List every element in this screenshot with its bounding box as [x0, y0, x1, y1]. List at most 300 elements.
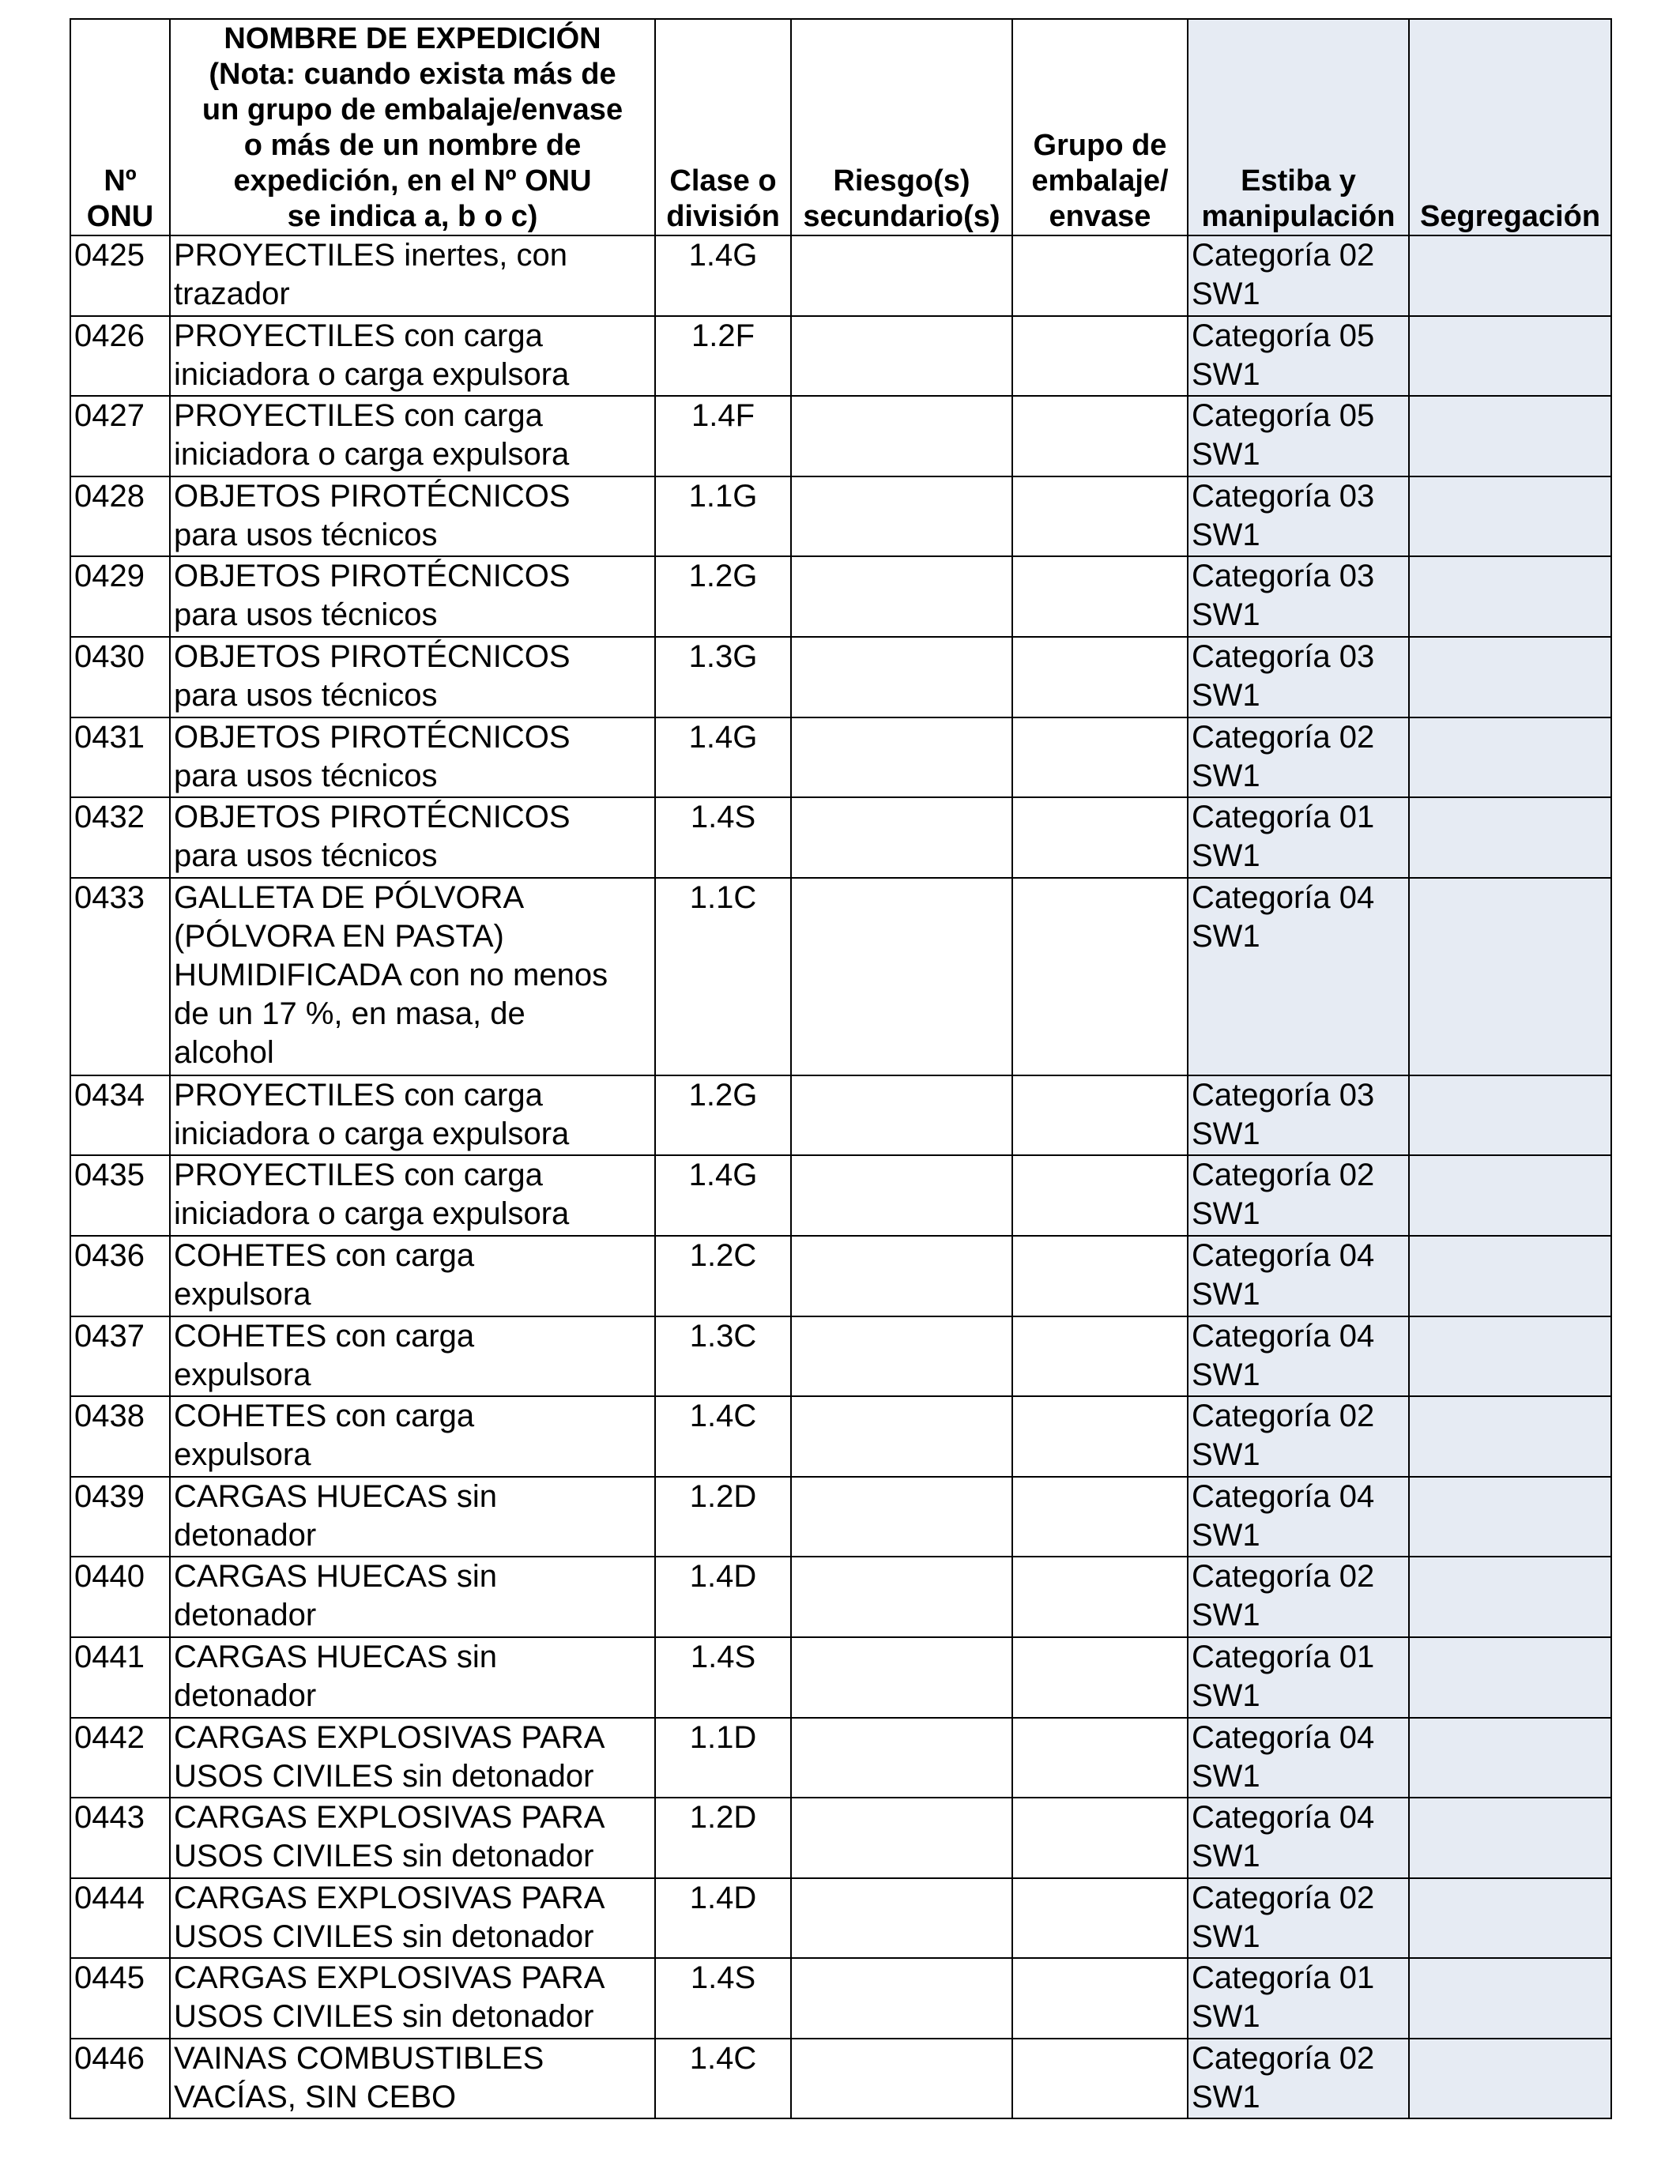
un-number-cell-text: 0438 — [74, 1399, 145, 1434]
un-number-cell — [70, 878, 170, 1075]
header-row — [70, 19, 1611, 235]
segregation-cell — [1409, 797, 1611, 878]
table-row — [70, 637, 1611, 717]
class-division-cell — [655, 1718, 791, 1798]
segregation-cell — [1409, 316, 1611, 397]
class-division-cell-text: 1.4C — [689, 1399, 757, 1434]
stowage-handling-cell-text: Categoría 03 — [1192, 638, 1375, 674]
shipping-name-cell-text: CARGAS HUECAS sin — [174, 1478, 497, 1514]
shipping-name-cell-text: CARGAS EXPLOSIVAS PARA — [174, 1880, 605, 1915]
un-number-cell-text: 0429 — [74, 559, 145, 594]
un-number-cell — [70, 1075, 170, 1156]
shipping-name-cell-text: VAINAS COMBUSTIBLES — [174, 2040, 544, 2076]
un-number-cell-text: 0444 — [74, 1880, 145, 1915]
stowage-handling-cell-text: SW1 — [1192, 277, 1260, 311]
shipping-name-cell — [170, 878, 655, 1075]
shipping-name-cell-text: iniciadora o carga expulsora — [174, 437, 570, 473]
shipping-name-cell — [170, 1396, 655, 1477]
class-division-cell-text: 1.4G — [688, 1158, 758, 1193]
shipping-name-cell-text: GALLETA DE PÓLVORA — [174, 879, 525, 915]
stowage-handling-cell-text: SW1 — [1192, 1598, 1260, 1633]
stowage-handling-cell — [1188, 1718, 1409, 1798]
packing-group-cell — [1012, 556, 1188, 637]
stowage-handling-cell — [1188, 1557, 1409, 1637]
subsidiary-risk-cell — [791, 235, 1012, 316]
class-division-cell-text: 1.4S — [690, 800, 756, 835]
table-row — [70, 316, 1611, 397]
shipping-name-cell-text: VACÍAS, SIN CEBO — [174, 2079, 457, 2114]
segregation-cell — [1409, 637, 1611, 717]
stowage-handling-cell-text: Categoría 03 — [1192, 478, 1375, 514]
segregation-cell — [1409, 1798, 1611, 1878]
stowage-handling-cell-text: Categoría 04 — [1192, 879, 1375, 915]
segregation-cell — [1409, 1075, 1611, 1156]
un-number-cell-text: 0441 — [74, 1639, 145, 1674]
shipping-name-cell — [170, 717, 655, 798]
stowage-handling-cell-text: Categoría 05 — [1192, 398, 1375, 434]
stowage-handling-cell-text: SW1 — [1192, 677, 1260, 713]
subsidiary-risk-cell — [791, 1637, 1012, 1718]
stowage-handling-cell-text: Categoría 05 — [1192, 318, 1375, 353]
subsidiary-risk-cell — [791, 878, 1012, 1075]
stowage-handling-cell-text: Categoría 02 — [1192, 238, 1375, 273]
un-number-cell — [70, 1637, 170, 1718]
subsidiary-risk-cell — [791, 717, 1012, 798]
shipping-name-cell — [170, 316, 655, 397]
stowage-handling-cell-text: SW1 — [1192, 517, 1260, 552]
table-row — [70, 2039, 1611, 2119]
dangerous-goods-table — [70, 18, 1612, 2119]
segregation-cell — [1409, 1236, 1611, 1316]
stowage-handling-cell — [1188, 235, 1409, 316]
class-division-cell — [655, 1798, 791, 1878]
class-division-cell — [655, 316, 791, 397]
subsidiary-risk-cell — [791, 1958, 1012, 2039]
subsidiary-risk-cell — [791, 556, 1012, 637]
shipping-name-cell-text: para usos técnicos — [174, 517, 438, 552]
shipping-name-cell — [170, 637, 655, 717]
stowage-handling-cell-text: SW1 — [1192, 1116, 1260, 1151]
packing-group-cell — [1012, 717, 1188, 798]
shipping-name-cell — [170, 1718, 655, 1798]
shipping-name-cell-text: OBJETOS PIROTÉCNICOS — [174, 478, 571, 514]
shipping-name-cell-text: iniciadora o carga expulsora — [174, 1116, 570, 1151]
un-number-cell — [70, 1798, 170, 1878]
stowage-handling-cell-text: Categoría 02 — [1192, 1880, 1375, 1915]
stowage-handling-cell — [1188, 878, 1409, 1075]
un-number-cell-text: 0427 — [74, 398, 145, 434]
class-division-cell — [655, 1557, 791, 1637]
shipping-name-cell-text: (PÓLVORA EN PASTA) — [174, 918, 504, 954]
stowage-handling-cell — [1188, 556, 1409, 637]
shipping-name-cell-text: PROYECTILES inertes, con — [174, 238, 567, 273]
segregation-cell — [1409, 1155, 1611, 1236]
shipping-name-cell-text: OBJETOS PIROTÉCNICOS — [174, 800, 571, 835]
shipping-name-cell — [170, 2039, 655, 2119]
header-packing-group: Grupo de embalaje/ envase — [1012, 19, 1188, 235]
subsidiary-risk-cell — [791, 1236, 1012, 1316]
un-number-cell — [70, 1878, 170, 1959]
class-division-cell-text: 1.2D — [689, 1800, 757, 1836]
subsidiary-risk-cell — [791, 797, 1012, 878]
table-body — [70, 235, 1611, 2118]
shipping-name-cell — [170, 1878, 655, 1959]
shipping-name-cell-text: para usos técnicos — [174, 677, 438, 713]
subsidiary-risk-cell — [791, 2039, 1012, 2119]
segregation-cell — [1409, 476, 1611, 557]
table-row — [70, 1477, 1611, 1557]
shipping-name-cell — [170, 1637, 655, 1718]
shipping-name-cell-text: CARGAS HUECAS sin — [174, 1559, 497, 1595]
packing-group-cell — [1012, 878, 1188, 1075]
class-division-cell — [655, 637, 791, 717]
stowage-handling-cell — [1188, 1958, 1409, 2039]
packing-group-cell — [1012, 1316, 1188, 1397]
shipping-name-cell-text: trazador — [174, 277, 290, 311]
segregation-cell — [1409, 1557, 1611, 1637]
stowage-handling-cell — [1188, 1075, 1409, 1156]
un-number-cell-text: 0446 — [74, 2040, 145, 2076]
packing-group-cell — [1012, 1637, 1188, 1718]
class-division-cell — [655, 476, 791, 557]
un-number-cell — [70, 556, 170, 637]
shipping-name-cell-text: expulsora — [174, 1437, 311, 1473]
shipping-name-cell-text: CARGAS EXPLOSIVAS PARA — [174, 1800, 605, 1836]
class-division-cell-text: 1.1C — [689, 879, 757, 915]
packing-group-cell — [1012, 797, 1188, 878]
un-number-cell — [70, 476, 170, 557]
shipping-name-cell-text: para usos técnicos — [174, 758, 438, 793]
segregation-cell — [1409, 396, 1611, 476]
un-number-cell — [70, 1236, 170, 1316]
class-division-cell — [655, 1155, 791, 1236]
stowage-handling-cell-text: Categoría 01 — [1192, 1639, 1375, 1674]
un-number-cell-text: 0443 — [74, 1800, 145, 1836]
un-number-cell-text: 0428 — [74, 478, 145, 514]
header-subsidiary-risk: Riesgo(s) secundario(s) — [791, 19, 1012, 235]
segregation-cell — [1409, 556, 1611, 637]
stowage-handling-cell-text: Categoría 02 — [1192, 1158, 1375, 1193]
shipping-name-cell-text: para usos técnicos — [174, 838, 438, 874]
table-row — [70, 878, 1611, 1075]
stowage-handling-cell-text: Categoría 04 — [1192, 1237, 1375, 1273]
class-division-cell-text: 1.2C — [689, 1237, 757, 1273]
table-row — [70, 717, 1611, 798]
stowage-handling-cell-text: Categoría 02 — [1192, 2040, 1375, 2076]
subsidiary-risk-cell — [791, 637, 1012, 717]
un-number-cell-text: 0433 — [74, 879, 145, 915]
segregation-cell — [1409, 235, 1611, 316]
class-division-cell-text: 1.2G — [688, 559, 758, 594]
stowage-handling-cell — [1188, 1236, 1409, 1316]
un-number-cell — [70, 1718, 170, 1798]
packing-group-cell — [1012, 637, 1188, 717]
un-number-cell — [70, 637, 170, 717]
table-row — [70, 1718, 1611, 1798]
class-division-cell — [655, 1637, 791, 1718]
un-number-cell — [70, 797, 170, 878]
stowage-handling-cell-text: Categoría 03 — [1192, 1077, 1375, 1113]
class-division-cell-text: 1.2F — [691, 318, 755, 353]
stowage-handling-cell — [1188, 717, 1409, 798]
subsidiary-risk-cell — [791, 1477, 1012, 1557]
stowage-handling-cell-text: SW1 — [1192, 1678, 1260, 1713]
stowage-handling-cell-text: Categoría 01 — [1192, 1960, 1375, 1996]
stowage-handling-cell-text: SW1 — [1192, 1517, 1260, 1553]
stowage-handling-cell-text: SW1 — [1192, 1758, 1260, 1794]
segregation-cell — [1409, 1878, 1611, 1959]
packing-group-cell — [1012, 2039, 1188, 2119]
shipping-name-cell — [170, 797, 655, 878]
header-shipping-name: NOMBRE DE EXPEDICIÓN (Nota: cuando exista más de un grupo de embalaje/envase o más de un nombre de expedición, en el Nº ONU se indica a, b o c) — [170, 19, 655, 235]
shipping-name-cell-text: CARGAS EXPLOSIVAS PARA — [174, 1960, 605, 1996]
subsidiary-risk-cell — [791, 1878, 1012, 1959]
subsidiary-risk-cell — [791, 396, 1012, 476]
class-division-cell-text: 1.4S — [690, 1639, 756, 1674]
shipping-name-cell — [170, 1316, 655, 1397]
class-division-cell — [655, 1316, 791, 1397]
shipping-name-cell-text: alcohol — [174, 1034, 274, 1070]
shipping-name-cell-text: USOS CIVILES sin detonador — [174, 1919, 594, 1954]
un-number-cell — [70, 1396, 170, 1477]
packing-group-cell — [1012, 1878, 1188, 1959]
stowage-handling-cell — [1188, 316, 1409, 397]
stowage-handling-cell-text: Categoría 01 — [1192, 800, 1375, 835]
packing-group-cell — [1012, 1557, 1188, 1637]
class-division-cell — [655, 235, 791, 316]
table-row — [70, 1236, 1611, 1316]
stowage-handling-cell — [1188, 1477, 1409, 1557]
un-number-cell-text: 0425 — [74, 238, 145, 273]
un-number-cell-text: 0432 — [74, 800, 145, 835]
class-division-cell — [655, 1236, 791, 1316]
class-division-cell-text: 1.4D — [689, 1559, 757, 1595]
stowage-handling-cell-text: SW1 — [1192, 597, 1260, 633]
stowage-handling-cell — [1188, 1155, 1409, 1236]
class-division-cell-text: 1.3C — [689, 1318, 757, 1354]
shipping-name-cell-text: expulsora — [174, 1276, 311, 1312]
table-row — [70, 1878, 1611, 1959]
table-row — [70, 1316, 1611, 1397]
shipping-name-cell-text: PROYECTILES con carga — [174, 1077, 543, 1113]
class-division-cell — [655, 1075, 791, 1156]
shipping-name-cell — [170, 556, 655, 637]
segregation-cell — [1409, 1316, 1611, 1397]
shipping-name-cell-text: expulsora — [174, 1357, 311, 1392]
stowage-handling-cell-text: SW1 — [1192, 1357, 1260, 1392]
stowage-handling-cell-text: SW1 — [1192, 1999, 1260, 2035]
subsidiary-risk-cell — [791, 1718, 1012, 1798]
stowage-handling-cell — [1188, 2039, 1409, 2119]
subsidiary-risk-cell — [791, 476, 1012, 557]
shipping-name-cell — [170, 396, 655, 476]
un-number-cell-text: 0436 — [74, 1237, 145, 1273]
un-number-cell-text: 0434 — [74, 1077, 145, 1113]
stowage-handling-cell — [1188, 1637, 1409, 1718]
subsidiary-risk-cell — [791, 1075, 1012, 1156]
un-number-cell-text: 0442 — [74, 1719, 145, 1755]
packing-group-cell — [1012, 1718, 1188, 1798]
un-number-cell — [70, 316, 170, 397]
subsidiary-risk-cell — [791, 316, 1012, 397]
shipping-name-cell — [170, 1477, 655, 1557]
class-division-cell — [655, 1878, 791, 1959]
un-number-cell-text: 0445 — [74, 1960, 145, 1996]
shipping-name-cell-text: OBJETOS PIROTÉCNICOS — [174, 559, 571, 594]
stowage-handling-cell-text: SW1 — [1192, 356, 1260, 392]
subsidiary-risk-cell — [791, 1316, 1012, 1397]
packing-group-cell — [1012, 235, 1188, 316]
un-number-cell-text: 0440 — [74, 1559, 145, 1595]
shipping-name-cell — [170, 476, 655, 557]
stowage-handling-cell-text: SW1 — [1192, 437, 1260, 473]
class-division-cell — [655, 1477, 791, 1557]
shipping-name-cell-text: detonador — [174, 1517, 317, 1553]
shipping-name-cell-text: CARGAS HUECAS sin — [174, 1639, 497, 1674]
table-row — [70, 1557, 1611, 1637]
class-division-cell-text: 1.3G — [688, 638, 758, 674]
table-row — [70, 1396, 1611, 1477]
header-segregation: Segregación — [1409, 19, 1611, 235]
stowage-handling-cell-text: Categoría 02 — [1192, 1399, 1375, 1434]
class-division-cell — [655, 717, 791, 798]
stowage-handling-cell-text: Categoría 04 — [1192, 1318, 1375, 1354]
stowage-handling-cell — [1188, 1396, 1409, 1477]
shipping-name-cell-text: OBJETOS PIROTÉCNICOS — [174, 638, 571, 674]
shipping-name-cell-text: USOS CIVILES sin detonador — [174, 1999, 594, 2035]
packing-group-cell — [1012, 1477, 1188, 1557]
packing-group-cell — [1012, 1958, 1188, 2039]
shipping-name-cell — [170, 1557, 655, 1637]
class-division-cell-text: 1.2G — [688, 1077, 758, 1113]
stowage-handling-cell-text: SW1 — [1192, 1437, 1260, 1473]
shipping-name-cell-text: detonador — [174, 1678, 317, 1713]
table-row — [70, 396, 1611, 476]
table-row — [70, 556, 1611, 637]
un-number-cell-text: 0430 — [74, 638, 145, 674]
stowage-handling-cell-text: SW1 — [1192, 838, 1260, 874]
un-number-cell — [70, 1316, 170, 1397]
stowage-handling-cell-text: SW1 — [1192, 758, 1260, 793]
stowage-handling-cell-text: SW1 — [1192, 918, 1260, 954]
packing-group-cell — [1012, 1396, 1188, 1477]
shipping-name-cell — [170, 1155, 655, 1236]
shipping-name-cell — [170, 1075, 655, 1156]
shipping-name-cell-text: detonador — [174, 1598, 317, 1633]
class-division-cell — [655, 2039, 791, 2119]
table-row — [70, 476, 1611, 557]
segregation-cell — [1409, 878, 1611, 1075]
shipping-name-cell-text: COHETES con carga — [174, 1237, 475, 1273]
shipping-name-cell-text: COHETES con carga — [174, 1318, 475, 1354]
packing-group-cell — [1012, 476, 1188, 557]
stowage-handling-cell-text: SW1 — [1192, 1276, 1260, 1312]
shipping-name-cell-text: CARGAS EXPLOSIVAS PARA — [174, 1719, 605, 1755]
stowage-handling-cell — [1188, 1316, 1409, 1397]
stowage-handling-cell-text: Categoría 04 — [1192, 1719, 1375, 1755]
shipping-name-cell-text: para usos técnicos — [174, 597, 438, 633]
stowage-handling-cell — [1188, 1798, 1409, 1878]
segregation-cell — [1409, 717, 1611, 798]
shipping-name-cell — [170, 235, 655, 316]
shipping-name-cell-text: PROYECTILES con carga — [174, 398, 543, 434]
class-division-cell-text: 1.1G — [688, 478, 758, 514]
class-division-cell-text: 1.4G — [688, 719, 758, 755]
stowage-handling-cell-text: Categoría 04 — [1192, 1478, 1375, 1514]
class-division-cell — [655, 1958, 791, 2039]
class-division-cell-text: 1.4S — [690, 1960, 756, 1996]
shipping-name-cell-text: PROYECTILES con carga — [174, 318, 543, 353]
subsidiary-risk-cell — [791, 1557, 1012, 1637]
stowage-handling-cell-text: SW1 — [1192, 1196, 1260, 1232]
table-row — [70, 1075, 1611, 1156]
header-stowage-handling: Estiba y manipulación — [1188, 19, 1409, 235]
packing-group-cell — [1012, 1236, 1188, 1316]
un-number-cell-text: 0435 — [74, 1158, 145, 1193]
class-division-cell-text: 1.4D — [689, 1880, 757, 1915]
stowage-handling-cell — [1188, 396, 1409, 476]
un-number-cell — [70, 1155, 170, 1236]
table-row — [70, 797, 1611, 878]
shipping-name-cell-text: PROYECTILES con carga — [174, 1158, 543, 1193]
subsidiary-risk-cell — [791, 1396, 1012, 1477]
un-number-cell-text: 0439 — [74, 1478, 145, 1514]
un-number-cell — [70, 1958, 170, 2039]
shipping-name-cell-text: HUMIDIFICADA con no menos — [174, 957, 608, 992]
table-row — [70, 1798, 1611, 1878]
shipping-name-cell-text: COHETES con carga — [174, 1399, 475, 1434]
un-number-cell — [70, 235, 170, 316]
stowage-handling-cell — [1188, 637, 1409, 717]
subsidiary-risk-cell — [791, 1155, 1012, 1236]
shipping-name-cell-text: de un 17 %, en masa, de — [174, 996, 525, 1031]
header-class-division: Clase o división — [655, 19, 791, 235]
stowage-handling-cell-text: Categoría 02 — [1192, 1559, 1375, 1595]
shipping-name-cell-text: iniciadora o carga expulsora — [174, 1196, 570, 1232]
un-number-cell-text: 0437 — [74, 1318, 145, 1354]
shipping-name-cell-text: OBJETOS PIROTÉCNICOS — [174, 719, 571, 755]
shipping-name-cell-text: USOS CIVILES sin detonador — [174, 1758, 594, 1794]
subsidiary-risk-cell — [791, 1798, 1012, 1878]
table-row — [70, 1958, 1611, 2039]
packing-group-cell — [1012, 1075, 1188, 1156]
stowage-handling-cell — [1188, 476, 1409, 557]
packing-group-cell — [1012, 396, 1188, 476]
stowage-handling-cell — [1188, 1878, 1409, 1959]
un-number-cell — [70, 1557, 170, 1637]
class-division-cell — [655, 556, 791, 637]
header-un-no: Nº ONU — [70, 19, 170, 235]
stowage-handling-cell-text: Categoría 03 — [1192, 559, 1375, 594]
un-number-cell — [70, 1477, 170, 1557]
class-division-cell-text: 1.4C — [689, 2040, 757, 2076]
class-division-cell-text: 1.4F — [691, 398, 755, 434]
class-division-cell — [655, 396, 791, 476]
un-number-cell — [70, 2039, 170, 2119]
segregation-cell — [1409, 1477, 1611, 1557]
stowage-handling-cell-text: Categoría 02 — [1192, 719, 1375, 755]
class-division-cell-text: 1.1D — [689, 1719, 757, 1755]
segregation-cell — [1409, 1637, 1611, 1718]
table-row — [70, 235, 1611, 316]
stowage-handling-cell-text: SW1 — [1192, 1839, 1260, 1874]
stowage-handling-cell — [1188, 797, 1409, 878]
shipping-name-cell — [170, 1236, 655, 1316]
segregation-cell — [1409, 1396, 1611, 1477]
table-row — [70, 1155, 1611, 1236]
shipping-name-cell — [170, 1958, 655, 2039]
stowage-handling-cell-text: Categoría 04 — [1192, 1800, 1375, 1836]
